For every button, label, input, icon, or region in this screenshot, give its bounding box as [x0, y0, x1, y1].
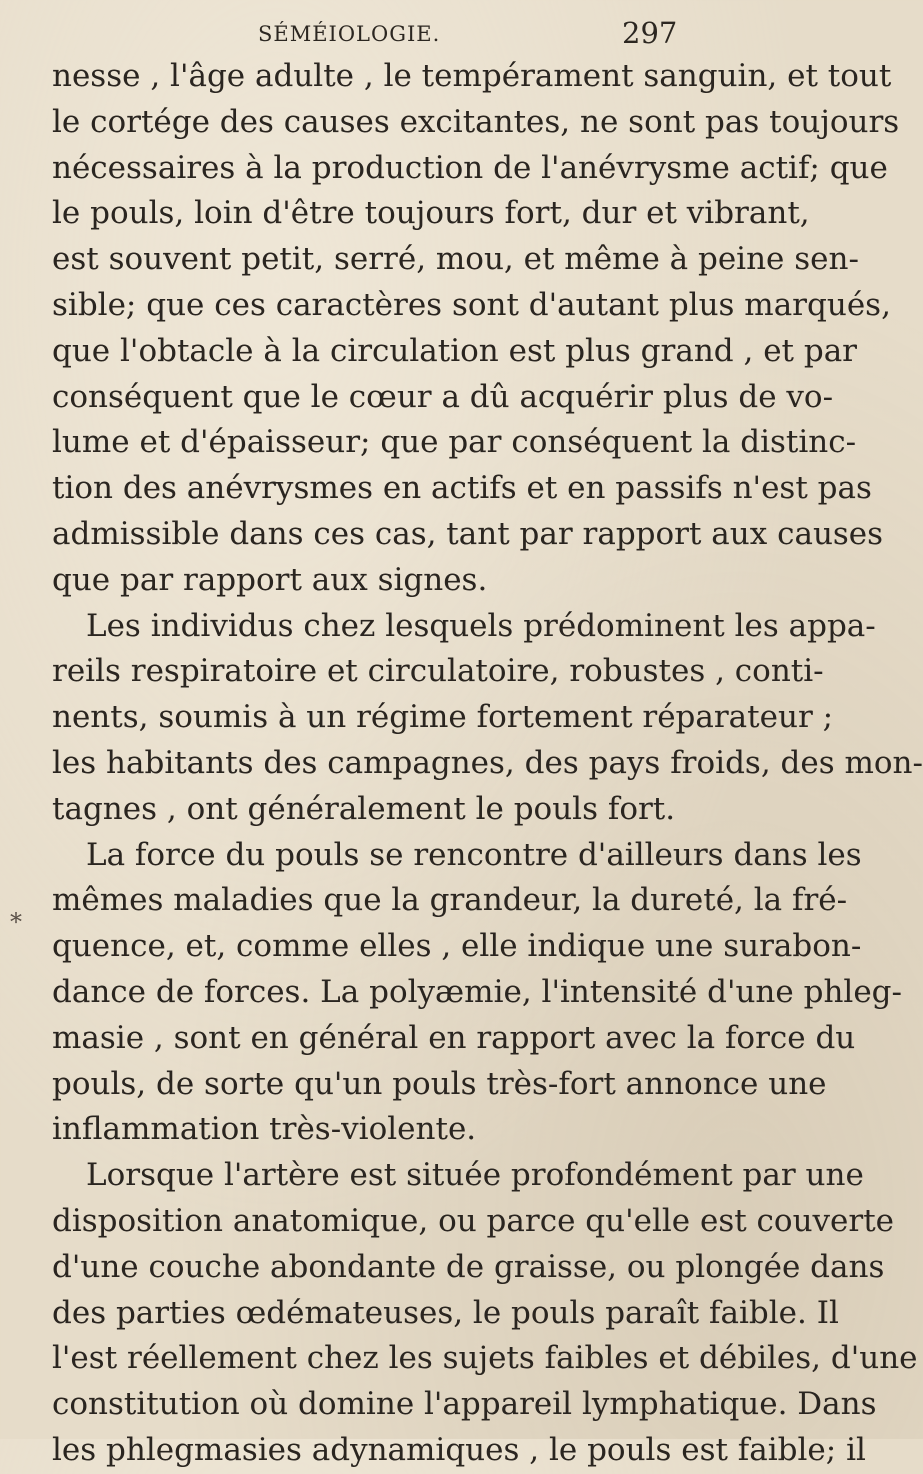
text-line: le pouls, loin d'être toujours fort, dur et vibrant,	[52, 195, 810, 232]
paragraph-last-line: que par rapport aux signes.	[52, 561, 488, 598]
text-line: masie , sont en général en rapport avec la force du	[52, 1019, 856, 1056]
text-line: nents, soumis à un régime fortement réparateur ;	[52, 699, 834, 736]
text-line: que l'obtacle à la circulation est plus grand , et par	[52, 332, 858, 369]
paragraph-last-line: inflammation très-violente.	[52, 1111, 477, 1148]
text-line: les phlegmasies adynamiques , le pouls est faible; il	[52, 1431, 866, 1468]
text-line: le cortége des causes excitantes, ne sont pas toujours	[52, 103, 900, 140]
text-line: admissible dans ces cas, tant par rapport aux causes	[52, 515, 884, 552]
text-line: l'est réellement chez les sujets faibles et débiles, d'une	[52, 1340, 918, 1377]
text-line: conséquent que le cœur a dû acquérir plus de vo-	[52, 378, 834, 415]
paragraph-first-line: Les individus chez lesquels prédominent les appa-	[86, 607, 876, 644]
text-line: tion des anévrysmes en actifs et en passifs n'est pas	[52, 470, 872, 507]
text-line: lume et d'épaisseur; que par conséquent la distinc-	[52, 424, 857, 461]
paragraph-last-line: tagnes , ont généralement le pouls fort.	[52, 790, 676, 827]
text-line: constitution où domine l'appareil lymphatique. Dans	[52, 1386, 877, 1423]
text-line: pouls, de sorte qu'un pouls très-fort annonce une	[52, 1065, 827, 1102]
text-line: d'une couche abondante de graisse, ou plongée dans	[52, 1248, 885, 1285]
body-text	[52, 54, 923, 1474]
running-head: SÉMÉIOLOGIE.	[258, 22, 441, 46]
text-line: nesse , l'âge adulte , le tempérament sanguin, et tout	[52, 58, 892, 94]
paragraph-first-line: Lorsque l'artère est située profondément par une	[86, 1157, 864, 1194]
page-header	[0, 8, 800, 48]
text-line: reils respiratoire et circulatoire, robustes , conti-	[52, 653, 824, 690]
text-line: quence, et, comme elles , elle indique une surabon-	[52, 928, 862, 965]
page-number: 297	[622, 16, 678, 50]
text-line: des parties œdémateuses, le pouls paraît faible. Il	[52, 1294, 839, 1331]
text-line: nécessaires à la production de l'anévrysme actif; que	[52, 149, 888, 186]
text-line: disposition anatomique, ou parce qu'elle est couverte	[52, 1202, 895, 1239]
text-line: les habitants des campagnes, des pays froids, des mon-	[52, 744, 923, 781]
text-line: est souvent petit, serré, mou, et même à peine sen-	[52, 241, 859, 278]
text-line: mêmes maladies que la grandeur, la dureté, la fré-	[52, 882, 848, 919]
text-line: sible; que ces caractères sont d'autant plus marqués,	[52, 286, 891, 323]
text-line: dance de forces. La polyæmie, l'intensité d'une phleg-	[52, 973, 902, 1010]
margin-mark: *	[10, 908, 22, 936]
paragraph-first-line: La force du pouls se rencontre d'ailleurs dans les	[86, 836, 862, 873]
